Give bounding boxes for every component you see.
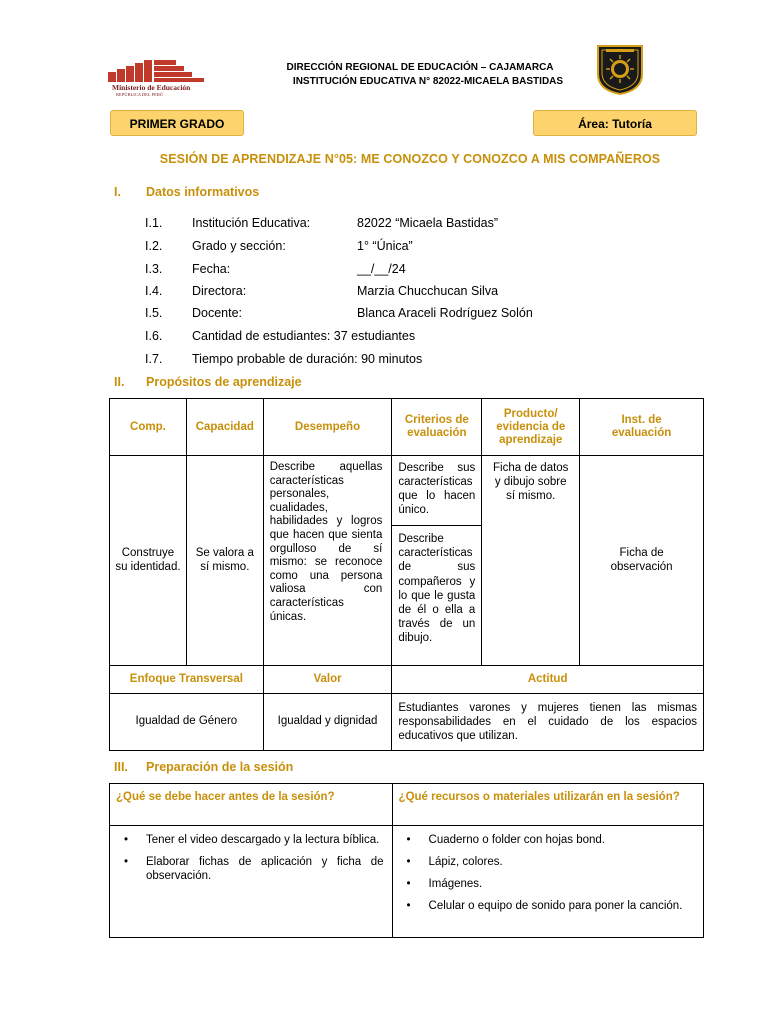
header-criterios: Criterios de evaluación — [392, 399, 482, 456]
cell-recursos — [392, 826, 703, 938]
info-value: 82022 “Micaela Bastidas” — [357, 216, 499, 230]
cell-antes-sesion — [110, 826, 393, 938]
cell-producto: Ficha de datos y dibujo sobre sí mismo. — [482, 456, 580, 666]
list-item: • Cuaderno o folder con hojas bond. — [393, 833, 695, 847]
section-number: I. — [114, 185, 121, 199]
antes-sesion-list — [110, 833, 384, 883]
table-subheader-row — [110, 666, 704, 694]
cell-enfoque: Igualdad de Género — [110, 694, 264, 751]
info-value: __/__/24 — [357, 262, 406, 276]
logo-left-text: Ministerio de Educación — [112, 83, 191, 92]
header-line-1: DIRECCIÓN REGIONAL DE EDUCACIÓN – CAJAMARCA — [286, 62, 554, 73]
list-item: • Elaborar fichas de aplicación y ficha de observación. — [110, 855, 384, 883]
header-comp: Comp. — [110, 399, 187, 456]
info-key: Tiempo probable de duración: 90 minutos — [192, 352, 423, 366]
list-item: • Lápiz, colores. — [393, 855, 695, 869]
info-number: I.5. — [145, 306, 163, 320]
header-desempeno: Desempeño — [263, 399, 392, 456]
ministerio-educacion-logo — [108, 56, 208, 100]
table-row — [110, 826, 704, 938]
info-number: I.1. — [145, 216, 163, 230]
header-enfoque: Enfoque Transversal — [110, 666, 264, 694]
cell-instrumento: Ficha de observación — [580, 456, 704, 666]
table-row — [110, 456, 704, 526]
table-header-row — [110, 399, 704, 456]
header-antes-sesion: ¿Qué se debe hacer antes de la sesión? — [110, 784, 393, 826]
table-row — [110, 694, 704, 751]
header-capacidad: Capacidad — [186, 399, 263, 456]
grade-label: PRIMER GRADO — [110, 110, 244, 136]
cell-competencia: Construye su identidad. — [110, 456, 187, 666]
area-label: Área: Tutoría — [533, 110, 697, 136]
logo-left-subtext: REPÚBLICA DEL PERÚ — [116, 92, 164, 97]
info-key: Cantidad de estudiantes: 37 estudiantes — [192, 329, 416, 343]
preparation-table — [109, 783, 704, 938]
cell-actitud: Estudiantes varones y mujeres tienen las mismas responsabilidades en el cuidado de los espacios educativos que utilizan. — [392, 694, 704, 751]
header-recursos: ¿Qué recursos o materiales utilizarán en la sesión? — [392, 784, 703, 826]
cell-criterio-2: Describe características de sus compañeros y lo que le gusta de él o ella a través de un dibujo. — [392, 526, 482, 666]
list-item: • Imágenes. — [393, 877, 695, 891]
section-title: Preparación de la sesión — [146, 760, 294, 774]
info-value: Blanca Araceli Rodríguez Solón — [357, 306, 533, 320]
cell-criterio-1: Describe sus características que lo hacen único. — [392, 456, 482, 526]
info-value: 1° “Única” — [357, 239, 413, 253]
cell-desempeno: Describe aquellas características personales, cualidades, habilidades y logros que hacen que sienta orgulloso de sí mismo: se reconoce como una persona valiosa con características únicas. — [263, 456, 392, 666]
header-actitud: Actitud — [392, 666, 704, 694]
info-key: Docente: — [192, 306, 243, 320]
header-titles — [250, 61, 590, 89]
section-title: Datos informativos — [146, 185, 260, 199]
info-value: Marzia Chucchucan Silva — [357, 284, 499, 298]
info-number: I.4. — [145, 284, 163, 298]
info-number: I.6. — [145, 329, 163, 343]
section-number: III. — [114, 760, 128, 774]
section-title: Propósitos de aprendizaje — [146, 375, 302, 389]
school-emblem-icon — [596, 44, 644, 96]
info-key: Institución Educativa: — [192, 216, 311, 230]
table-header-row — [110, 784, 704, 826]
purposes-table — [109, 398, 704, 751]
info-number: I.2. — [145, 239, 163, 253]
recursos-list — [393, 833, 695, 913]
info-number: I.7. — [145, 352, 163, 366]
info-key: Fecha: — [192, 262, 231, 276]
session-title: SESIÓN DE APRENDIZAJE N°05: ME CONOZCO Y CONOZCO A MIS COMPAÑEROS — [159, 152, 661, 166]
info-key: Directora: — [192, 284, 247, 298]
list-item: • Celular o equipo de sonido para poner la canción. — [393, 899, 695, 913]
header-line-2: INSTITUCIÓN EDUCATIVA N° 82022-MICAELA BASTIDAS — [292, 76, 564, 87]
list-item: • Tener el video descargado y la lectura bíblica. — [110, 833, 384, 847]
header-instrumento: Inst. de evaluación — [580, 399, 704, 456]
header-valor: Valor — [263, 666, 392, 694]
cell-valor: Igualdad y dignidad — [263, 694, 392, 751]
document-header — [0, 0, 768, 110]
header-producto: Producto/ evidencia de aprendizaje — [482, 399, 580, 456]
cell-capacidad: Se valora a sí mismo. — [186, 456, 263, 666]
section-number: II. — [114, 375, 125, 389]
info-number: I.3. — [145, 262, 163, 276]
info-key: Grado y sección: — [192, 239, 286, 253]
